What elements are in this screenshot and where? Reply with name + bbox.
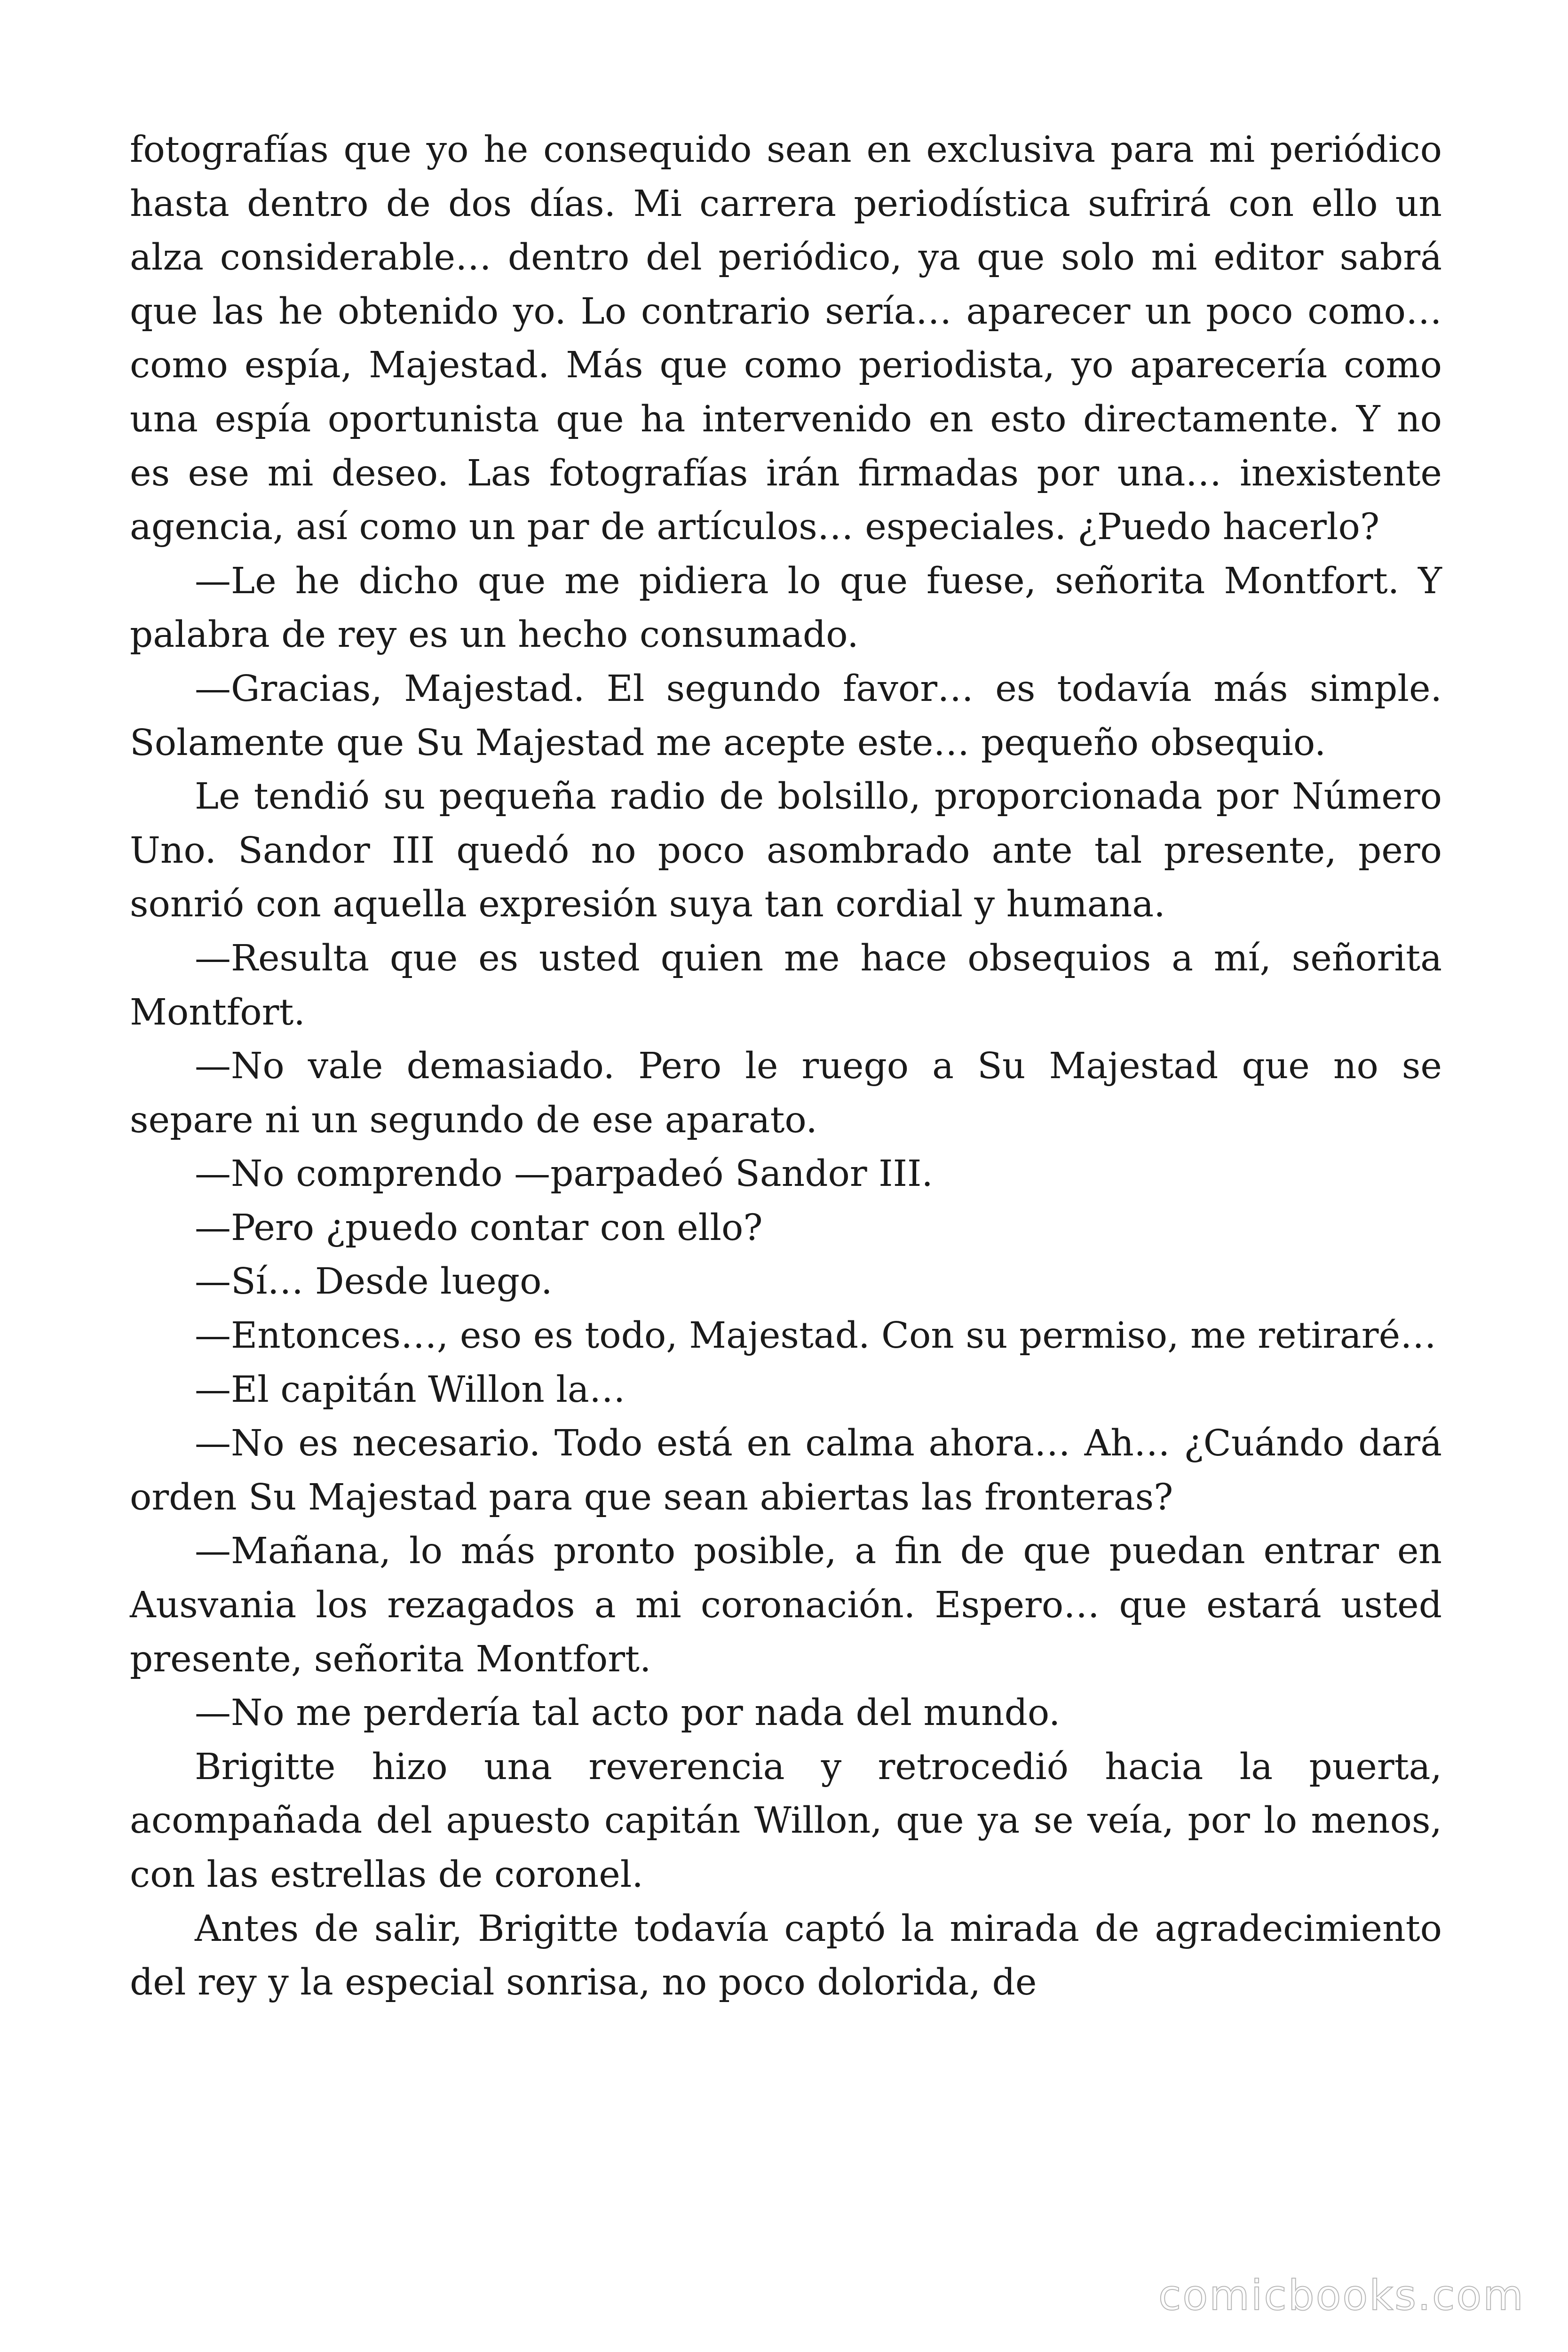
paragraph: —Pero ¿puedo contar con ello? xyxy=(195,1207,763,1249)
paragraph: —El capitán Willon la… xyxy=(195,1368,626,1411)
paragraph: —No me perdería tal acto por nada del mundo. xyxy=(195,1692,1061,1734)
paragraph: —Gracias, Majestad. El segundo favor… es todavía más simple. Solamente que Su Majestad me acepte este… pequeño obsequio. xyxy=(130,667,1442,764)
paragraph: Antes de salir, Brigitte todavía captó la mirada de agradecimiento del rey y la especial sonrisa, no poco dolorida, de xyxy=(130,1907,1442,2004)
paragraph: Brigitte hizo una reverencia y retrocedió hacia la puerta, acompañada del apuesto capitán Willon, que ya se veía, por lo menos, con las estrellas de coronel. xyxy=(130,1746,1442,1896)
paragraph: —Resulta que es usted quien me hace obsequios a mí, señorita Montfort. xyxy=(130,937,1442,1033)
paragraph: —Entonces…, eso es todo, Majestad. Con su permiso, me retiraré… xyxy=(195,1315,1437,1357)
paragraph: —No vale demasiado. Pero le ruego a Su Majestad que no se separe ni un segundo de ese aparato. xyxy=(130,1045,1442,1141)
paragraph: fotografías que yo he consequido sean en exclusiva para mi periódico hasta dentro de dos días. Mi carrera periodística sufrirá con ello un alza considerable… dentro del periódico, ya que solo mi editor sabrá que las he obtenido yo. Lo contrario sería… aparecer un poco como… como espía, Majestad. Más que como periodista, yo aparecería como una espía oportunista que ha intervenido en esto directamente. Y no es ese mi deseo. Las fotografías irán firmadas por una… inexistente agencia, así como un par de artículos… especiales. ¿Puedo hacerlo? xyxy=(130,129,1442,548)
body-text xyxy=(130,123,1442,2010)
watermark: comicbooks.com xyxy=(1158,2271,1525,2320)
paragraph: —Le he dicho que me pidiera lo que fuese, señorita Montfort. Y palabra de rey es un hecho consumado. xyxy=(130,560,1442,656)
paragraph: —No comprendo —parpadeó Sandor III. xyxy=(195,1153,933,1195)
paragraph: Le tendió su pequeña radio de bolsillo, proporcionada por Número Uno. Sandor III quedó no poco asombrado ante tal presente, pero sonrió con aquella expresión suya tan cordial y humana. xyxy=(130,776,1442,926)
paragraph: —Sí… Desde luego. xyxy=(195,1261,553,1303)
paragraph: —Mañana, lo más pronto posible, a fin de que puedan entrar en Ausvania los rezagados a mi coronación. Espero… que estará usted presente, señorita Montfort. xyxy=(130,1530,1442,1680)
paragraph: —No es necesario. Todo está en calma ahora… Ah… ¿Cuándo dará orden Su Majestad para que sean abiertas las fronteras? xyxy=(130,1422,1442,1518)
